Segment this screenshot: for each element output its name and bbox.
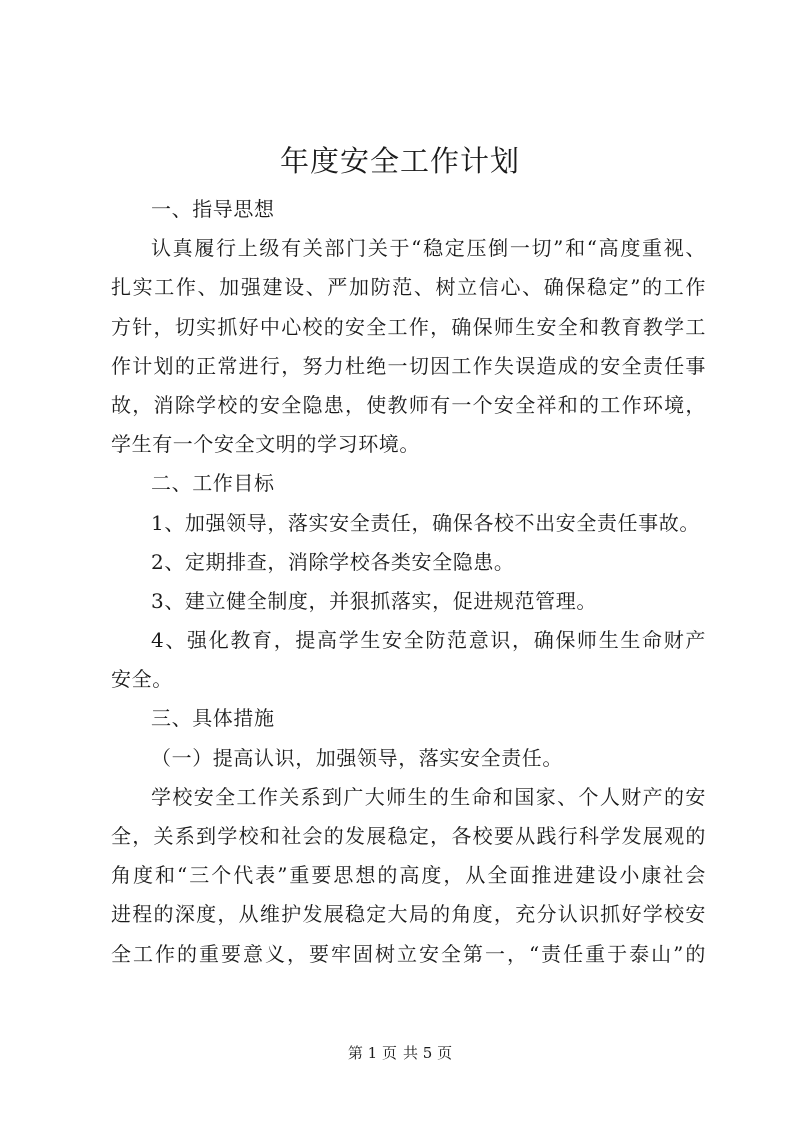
paragraph-line-17: 全，关系到学校和社会的发展稳定，各校要从践行科学发展观的 bbox=[111, 824, 706, 848]
paragraph-line-12: 4、强化教育，提高学生安全防范意识，确保师生生命财产 bbox=[151, 628, 706, 653]
paragraph-line-19: 进程的深度，从维护发展稳定大局的角度，充分认识抓好学校安 bbox=[111, 902, 706, 927]
paragraph-line-8: 二、工作目标 bbox=[151, 471, 275, 496]
paragraph-line-15: （一）提高认识，加强领导，落实安全责任。 bbox=[151, 745, 563, 770]
paragraph-line-10: 2、定期排查，消除学校各类安全隐患。 bbox=[151, 549, 515, 574]
paragraph-line-7: 学生有一个安全文明的学习环境。 bbox=[111, 432, 420, 457]
page-total: 共 5 页 bbox=[403, 1044, 453, 1062]
page-footer bbox=[0, 1043, 800, 1063]
document-title: 年度安全工作计划 bbox=[279, 144, 520, 178]
paragraph-line-20: 全工作的重要意义，要牢固树立安全第一，“责任重于泰山”的 bbox=[111, 941, 706, 966]
paragraph-line-9: 1、加强领导，落实安全责任，确保各校不出安全责任事故。 bbox=[151, 510, 700, 535]
paragraph-line-6: 故，消除学校的安全隐患，使教师有一个安全祥和的工作环境， bbox=[111, 392, 706, 417]
paragraph-line-2: 认真履行上级有关部门关于“稳定压倒一切”和“高度重视、 bbox=[151, 236, 706, 261]
paragraph-line-14: 三、具体措施 bbox=[151, 706, 275, 731]
paragraph-line-13: 安全。 bbox=[111, 667, 173, 692]
paragraph-line-5: 作计划的正常进行，努力杜绝一切因工作失误造成的安全责任事 bbox=[111, 353, 706, 378]
page-number: 第 1 页 bbox=[347, 1044, 397, 1062]
paragraph-line-1: 一、指导思想 bbox=[151, 197, 275, 221]
paragraph-line-18: 角度和“三个代表”重要思想的高度，从全面推进建设小康社会 bbox=[111, 863, 706, 888]
paragraph-line-11: 3、建立健全制度，并狠抓落实，促进规范管理。 bbox=[151, 588, 597, 613]
paragraph-line-3: 扎实工作、加强建设、严加防范、树立信心、确保稳定”的工作 bbox=[111, 275, 706, 300]
paragraph-line-4: 方针，切实抓好中心校的安全工作，确保师生安全和教育教学工 bbox=[111, 314, 706, 339]
document-body bbox=[111, 190, 706, 974]
paragraph-line-16: 学校安全工作关系到广大师生的生命和国家、个人财产的安 bbox=[151, 784, 706, 809]
